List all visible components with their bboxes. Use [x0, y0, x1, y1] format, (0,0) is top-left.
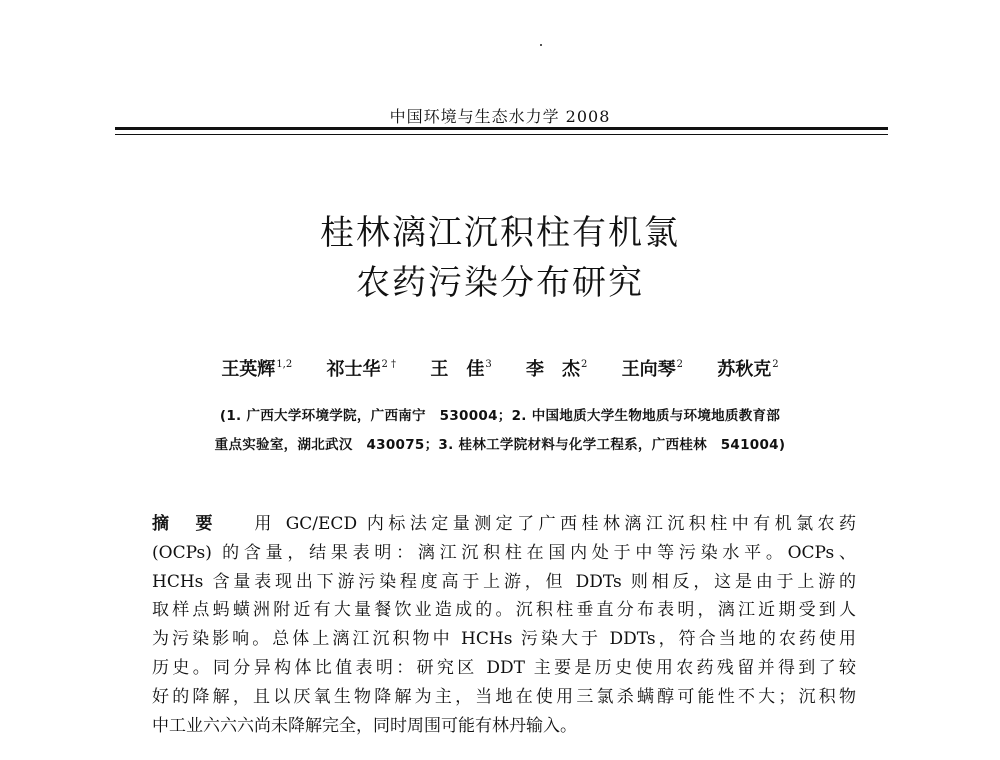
affiliation-line-2: 重点实验室，湖北武汉 430075；3. 桂林工学院材料与化学工程系，广西桂林 541004)	[214, 437, 786, 453]
author-affiliation-mark: 1,2	[276, 359, 293, 370]
abstract-line: (OCPs) 的含量，结果表明：漓江沉积柱在国内处于中等污染水平。OCPs、	[152, 542, 856, 563]
scan-speck	[540, 44, 542, 46]
abstract-line: 历史。同分异构体比值表明：研究区 DDT 主要是历史使用农药残留并得到了较	[152, 657, 856, 678]
author-affiliation-mark: 2	[580, 359, 588, 370]
author	[622, 355, 683, 381]
header-rule-thick	[115, 127, 888, 130]
abstract-line: 为污染影响。总体上漓江沉积物中 HCHs 污染大于 DDTs，符合当地的农药使用	[152, 629, 856, 650]
title-line-2: 农药污染分布研究	[356, 263, 644, 303]
author-affiliation-mark: 3	[485, 359, 492, 370]
header-rule-thin	[115, 134, 888, 135]
author-affiliation-mark: 2	[772, 359, 779, 370]
abstract-line	[152, 510, 856, 539]
author	[221, 355, 292, 381]
author-list	[0, 355, 1000, 381]
author-name: 李 杰	[525, 359, 580, 380]
author-name: 苏秋克	[717, 359, 772, 380]
author-name: 祁士华	[326, 359, 381, 380]
running-head: 中国环境与生态水力学 2008	[389, 107, 611, 126]
author-affiliation-mark: 2	[676, 359, 684, 370]
abstract	[152, 510, 856, 740]
author-name: 王 佳	[430, 359, 485, 380]
author	[327, 355, 397, 381]
abstract-label: 摘要	[152, 514, 239, 534]
abstract-line: 中工业六六六尚未降解完全，同时周围可能有林丹输入。	[152, 715, 577, 736]
abstract-line: 取样点蚂蟥洲附近有大量餐饮业造成的。沉积柱垂直分布表明，漓江近期受到人	[152, 600, 856, 621]
author	[717, 355, 778, 381]
abstract-line: HCHs 含量表现出下游污染程度高于上游，但 DDTs 则相反，这是由于上游的	[152, 571, 856, 592]
author-name: 王向琴	[621, 359, 676, 380]
author	[430, 355, 491, 381]
author	[526, 355, 587, 381]
abstract-text: 用 GC/ECD 内标法定量测定了广西桂林漓江沉积柱中有机氯农药	[254, 514, 857, 534]
title-line-1: 桂林漓江沉积柱有机氯	[320, 213, 680, 253]
author-name: 王英辉	[221, 359, 276, 380]
affiliation-line-1: (1. 广西大学环境学院，广西南宁 530004；2. 中国地质大学生物地质与环境地质教育部	[219, 408, 781, 424]
author-affiliation-mark: 2 †	[381, 359, 397, 370]
abstract-line: 好的降解，且以厌氧生物降解为主，当地在使用三氯杀螨醇可能性不大；沉积物	[152, 686, 856, 707]
